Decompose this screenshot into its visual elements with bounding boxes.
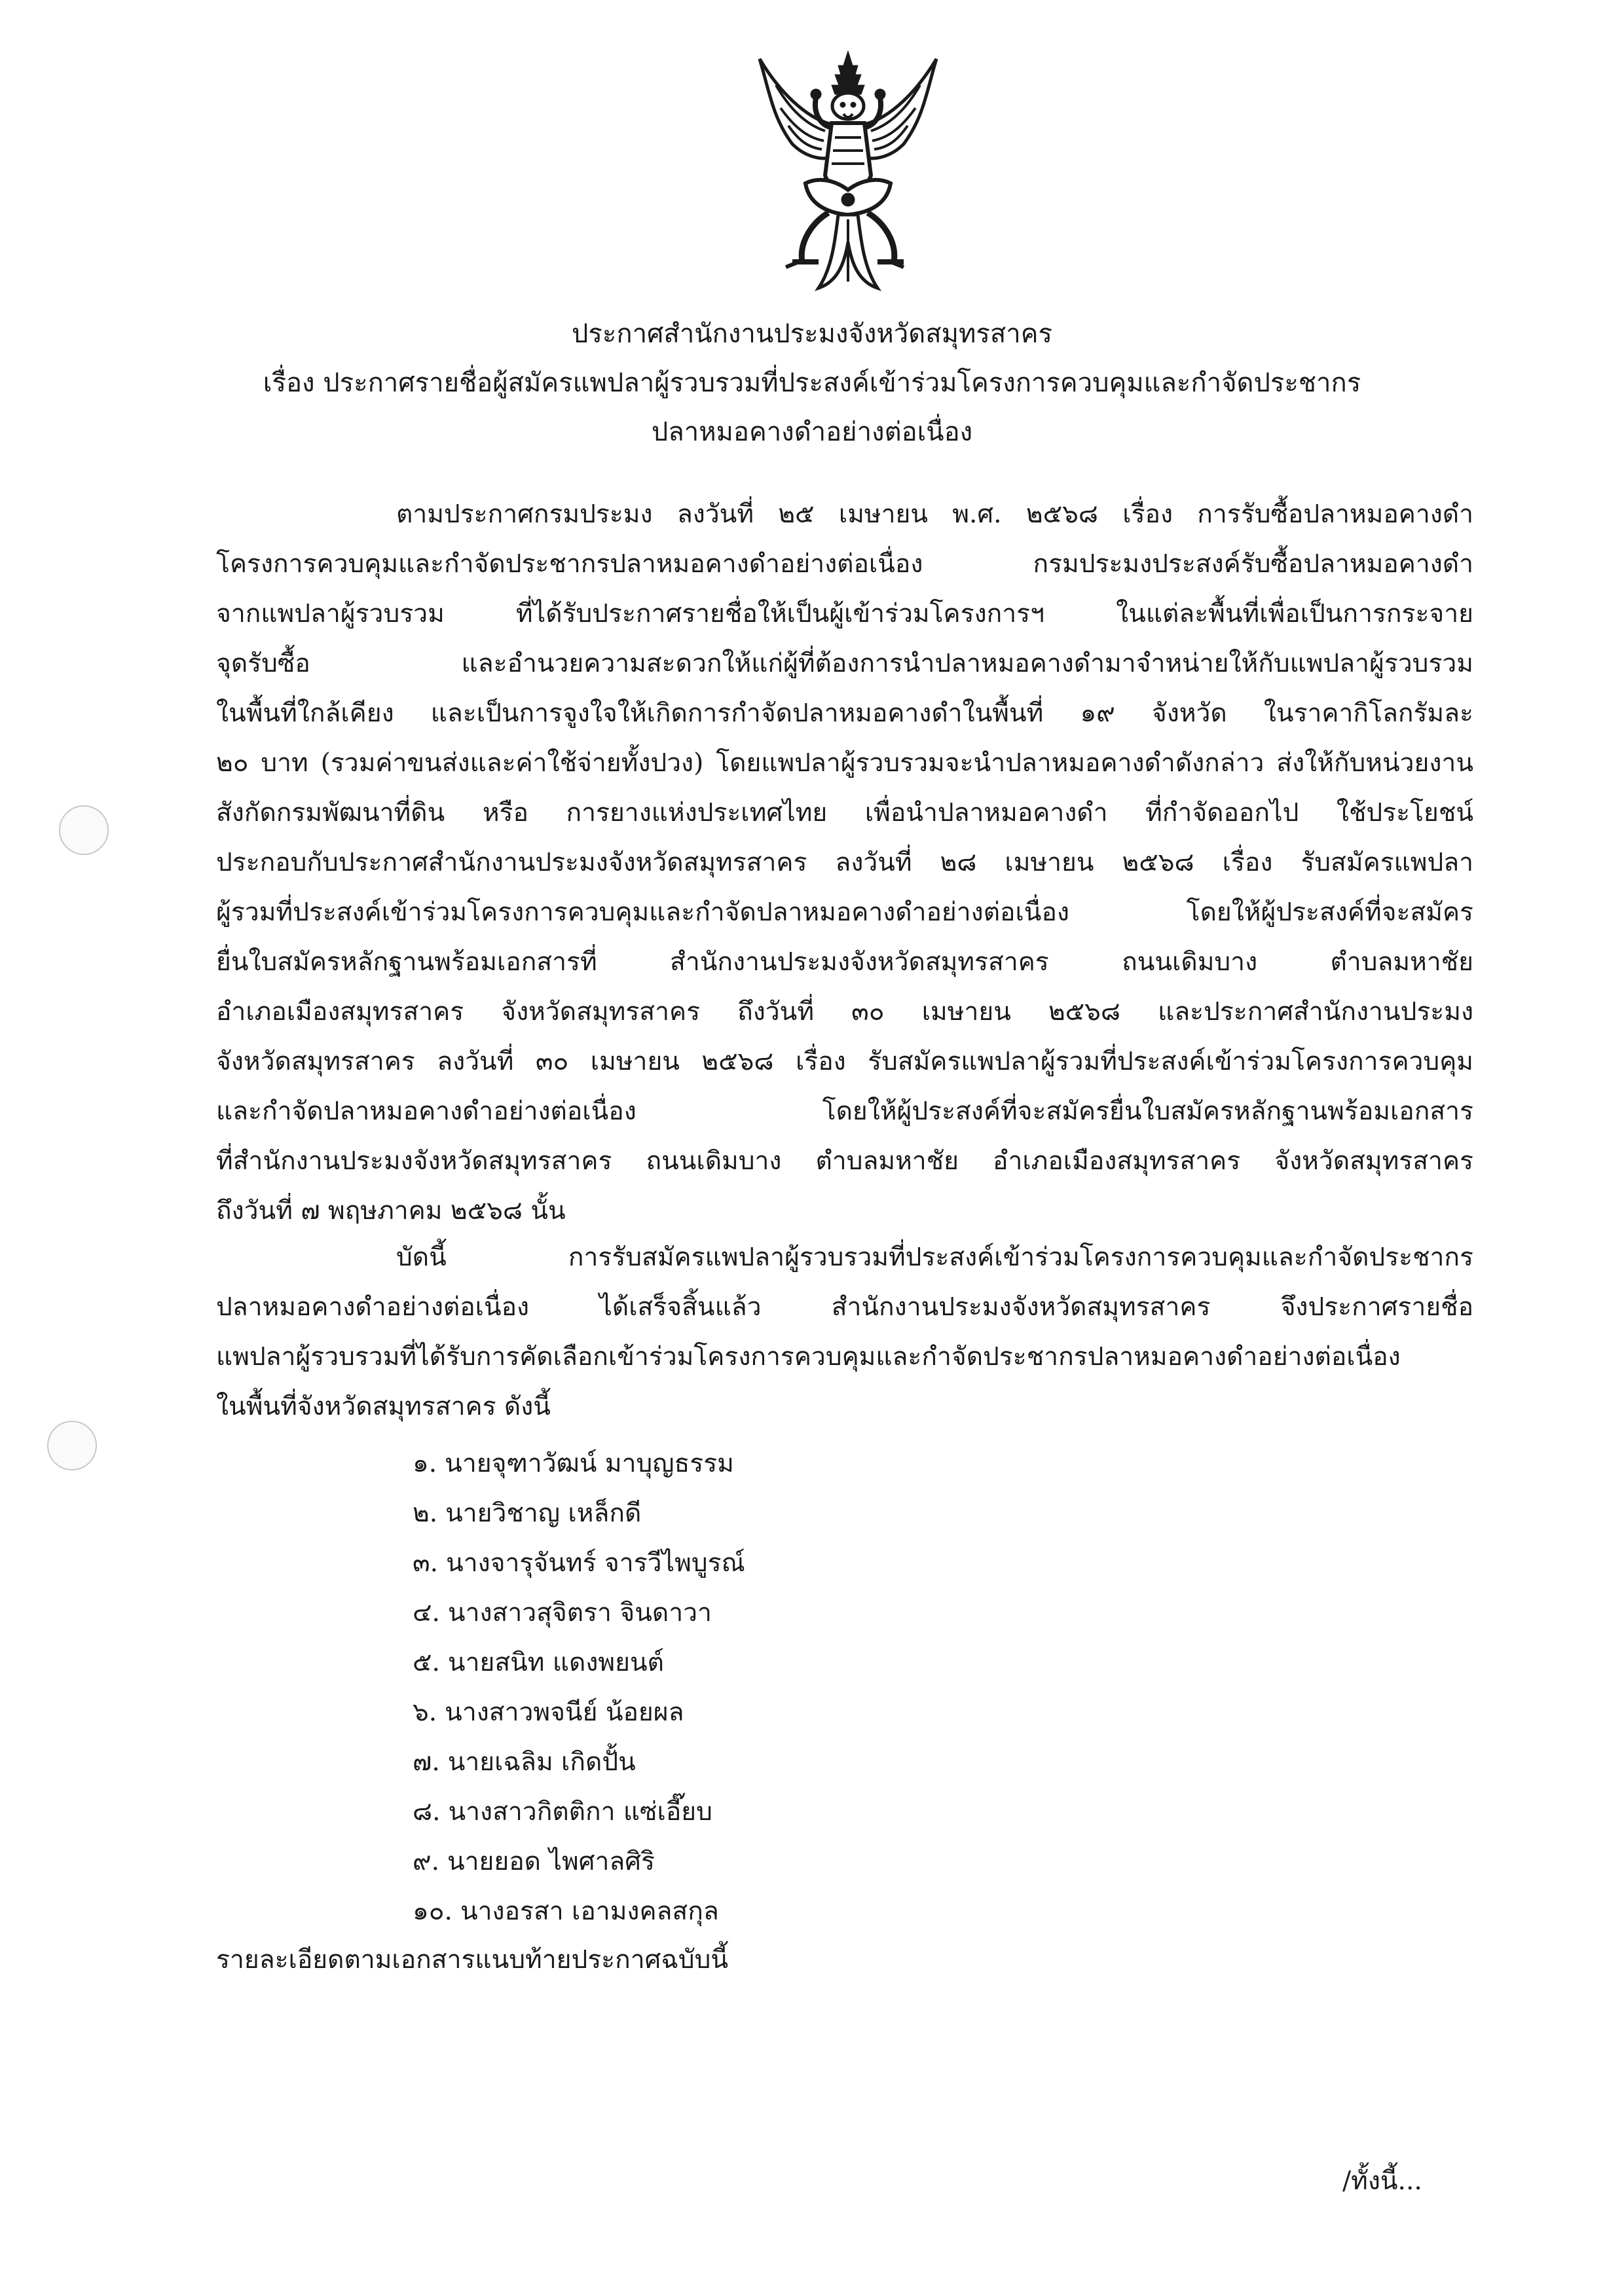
paragraph-line: และกำจัดปลาหมอคางดำอย่างต่อเนื่อง โดยให้ผู้ประสงค์ที่จะสมัครยื่นใบสมัครหลักฐานพร้อมเอกสาร — [216, 1097, 1473, 1126]
paragraph-line: ที่สำนักงานประมงจังหวัดสมุทรสาคร ถนนเดิมบาง ตำบลมหาชัย อำเภอเมืองสมุทรสาคร จังหวัดสมุทรสาคร — [216, 1146, 1473, 1176]
punch-hole — [47, 1421, 97, 1470]
list-number: ๑๐. — [413, 1897, 452, 1926]
list-number: ๓. — [413, 1548, 439, 1578]
paragraph-line: บัดนี้ การรับสมัครแพปลาผู้รวบรวมที่ประสงค์เข้าร่วมโครงการควบคุมและกำจัดประชากร — [396, 1243, 1473, 1272]
paragraph-line: แพปลาผู้รวบรวมที่ได้รับการคัดเลือกเข้าร่วมโครงการควบคุมและกำจัดประชากรปลาหมอคางดำอย่างต่อเนื่อง — [216, 1342, 1401, 1372]
list-name: นายจุฑาวัฒน์ มาบุญธรรม — [445, 1449, 734, 1478]
list-item — [413, 1638, 1067, 1688]
announcement-subject: เรื่อง ประกาศรายชื่อผู้สมัครแพปลาผู้รวบรวมที่ประสงค์เข้าร่วมโครงการควบคุมและกำจัดประชากร — [263, 368, 1361, 398]
list-number: ๑. — [413, 1449, 437, 1478]
list-item — [413, 1539, 1067, 1588]
list-name: นายวิชาญ เหล็กดี — [445, 1499, 642, 1528]
attachment-note: รายละเอียดตามเอกสารแนบท้ายประกาศฉบับนี้ — [216, 1945, 729, 1975]
paragraph-line: โครงการควบคุมและกำจัดประชากรปลาหมอคางดำอย่างต่อเนื่อง กรมประมงประสงค์รับซื้อปลาหมอคางดำ — [216, 549, 1473, 579]
paragraph-line: จากแพปลาผู้รวบรวม ที่ได้รับประกาศรายชื่อให้เป็นผู้เข้าร่วมโครงการฯ ในแต่ละพื้นที่เพื่อเป็นการกระจาย — [216, 599, 1473, 629]
paragraph-line: ในพื้นที่จังหวัดสมุทรสาคร ดังนี้ — [216, 1392, 551, 1421]
paragraph-line: ในพื้นที่ใกล้เคียง และเป็นการจูงใจให้เกิดการกำจัดปลาหมอคางดำในพื้นที่ ๑๙ จังหวัด ในราคากิโลกรัมละ — [216, 699, 1473, 728]
list-item — [413, 1837, 1067, 1887]
announcement-subject-cont: ปลาหมอคางดำอย่างต่อเนื่อง — [651, 417, 973, 447]
list-name: นายยอด ไพศาลศิริ — [447, 1847, 655, 1876]
paragraph-line: ผู้รวมที่ประสงค์เข้าร่วมโครงการควบคุมและกำจัดปลาหมอคางดำอย่างต่อเนื่อง โดยให้ผู้ประสงค์ที่จะสมัคร — [216, 898, 1473, 927]
paragraph-background — [216, 490, 1473, 1236]
list-number: ๙. — [413, 1847, 439, 1876]
paragraph-line: ๒๐ บาท (รวมค่าขนส่งและค่าใช้จ่ายทั้งปวง) โดยแพปลาผู้รวบรวมจะนำปลาหมอคางดำดังกล่าว ส่งให้กับหน่วยงาน — [216, 748, 1473, 778]
list-number: ๔. — [413, 1598, 440, 1628]
paragraph-line: ประกอบกับประกาศสำนักงานประมงจังหวัดสมุทรสาคร ลงวันที่ ๒๘ เมษายน ๒๕๖๘ เรื่อง รับสมัครแพปลา — [216, 848, 1473, 877]
page-continuation: /ทั้งนี้... — [1342, 2166, 1422, 2196]
paragraph-line: จุดรับซื้อ และอำนวยความสะดวกให้แก่ผู้ที่ต้องการนำปลาหมอคางดำมาจำหน่ายให้กับแพปลาผู้รวบรวม — [216, 649, 1473, 678]
paragraph-line: ถึงวันที่ ๗ พฤษภาคม ๒๕๖๘ นั้น — [216, 1196, 566, 1226]
paragraph-line: ตามประกาศกรมประมง ลงวันที่ ๒๕ เมษายน พ.ศ. ๒๕๖๘ เรื่อง การรับซื้อปลาหมอคางดำ — [396, 500, 1473, 529]
list-item — [413, 1738, 1067, 1787]
paragraph-line: ยื่นใบสมัครหลักฐานพร้อมเอกสารที่ สำนักงานประมงจังหวัดสมุทรสาคร ถนนเดิมบาง ตำบลมหาชัย — [216, 947, 1473, 977]
list-item — [413, 1489, 1067, 1539]
list-name: นางสาวสุจิตรา จินดาวา — [447, 1598, 712, 1628]
list-number: ๒. — [413, 1499, 438, 1528]
garuda-emblem-icon — [740, 46, 956, 301]
list-number: ๕. — [413, 1648, 440, 1677]
punch-hole — [59, 805, 109, 855]
paragraph-line: อำเภอเมืองสมุทรสาคร จังหวัดสมุทรสาคร ถึงวันที่ ๓๐ เมษายน ๒๕๖๘ และประกาศสำนักงานประมง — [216, 997, 1473, 1027]
list-name: นางอรสา เอามงคลสกุล — [460, 1897, 719, 1926]
list-number: ๘. — [413, 1797, 441, 1827]
list-name: นางจารุจันทร์ จารวีไพบูรณ์ — [446, 1548, 745, 1578]
selected-vendors-list — [413, 1439, 1067, 1937]
list-item — [413, 1887, 1067, 1937]
paragraph-announcement — [216, 1233, 1473, 1432]
list-name: นายสนิท แดงพยนต์ — [447, 1648, 664, 1677]
list-name: นายเฉลิม เกิดปั้น — [447, 1747, 636, 1777]
list-name: นางสาวพจนีย์ น้อยผล — [445, 1698, 684, 1727]
paragraph-line: ปลาหมอคางดำอย่างต่อเนื่อง ได้เสร็จสิ้นแล้ว สำนักงานประมงจังหวัดสมุทรสาคร จึงประกาศรายชื่อ — [216, 1292, 1473, 1322]
list-item — [413, 1588, 1067, 1638]
announcement-title: ประกาศสำนักงานประมงจังหวัดสมุทรสาคร — [572, 319, 1052, 349]
list-name: นางสาวกิตติกา แซ่เอี๊ยบ — [448, 1797, 712, 1827]
list-number: ๖. — [413, 1698, 437, 1727]
list-item — [413, 1688, 1067, 1738]
list-number: ๗. — [413, 1747, 440, 1777]
paragraph-line: จังหวัดสมุทรสาคร ลงวันที่ ๓๐ เมษายน ๒๕๖๘ เรื่อง รับสมัครแพปลาผู้รวมที่ประสงค์เข้าร่วมโครงการควบคุม — [216, 1047, 1473, 1076]
list-item — [413, 1787, 1067, 1837]
list-item — [413, 1439, 1067, 1489]
paragraph-line: สังกัดกรมพัฒนาที่ดิน หรือ การยางแห่งประเทศไทย เพื่อนำปลาหมอคางดำ ที่กำจัดออกไป ใช้ประโยชน์ — [216, 798, 1473, 828]
